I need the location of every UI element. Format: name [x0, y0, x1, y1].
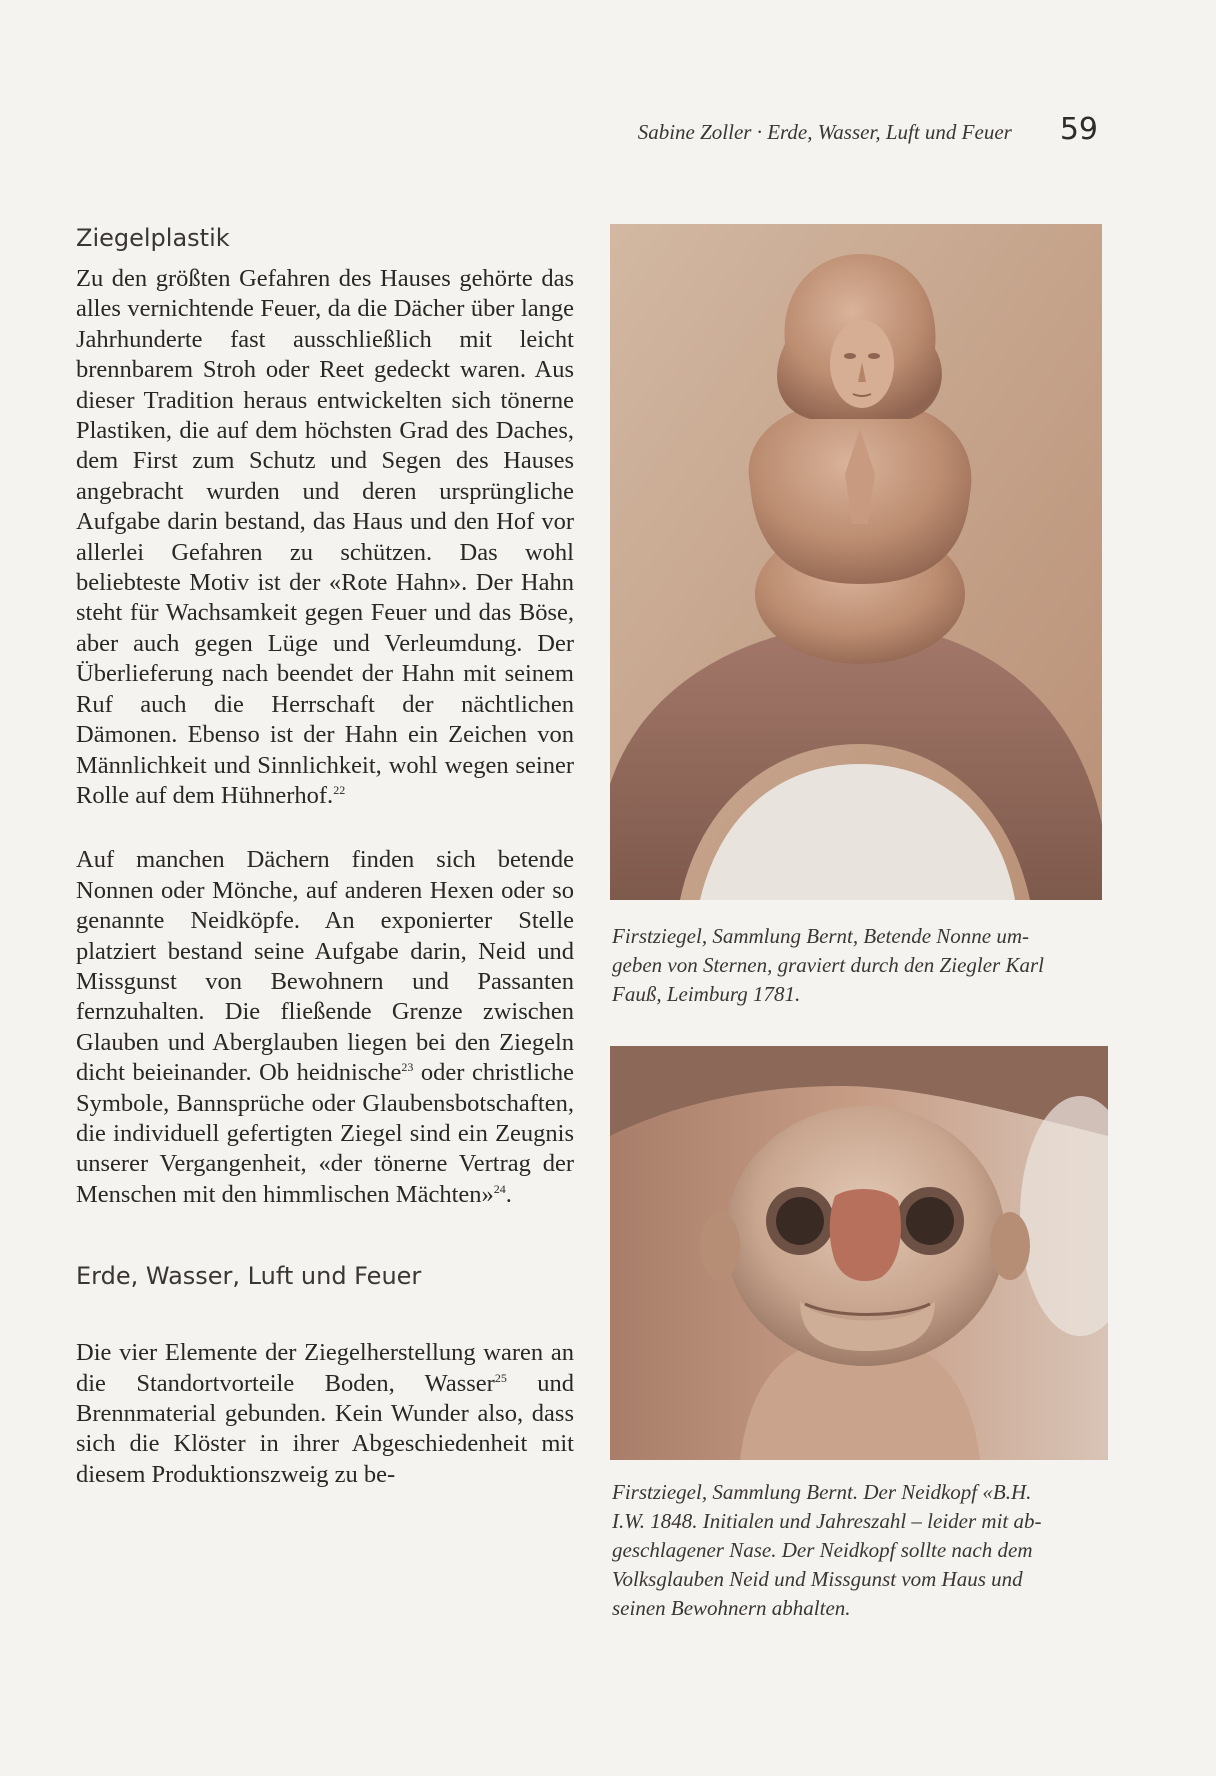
caption-line: geschlagener Nase. Der Neidkopf sollte nach dem — [612, 1538, 1033, 1562]
caption-praying-nun — [612, 922, 1108, 1009]
footnote-marker: 22 — [333, 782, 346, 797]
paragraph-text: und Brennmaterial gebunden. Kein Wunder also, dass sich die Klöster in ihrer Abgeschiedenheit mit diesem Produktionszweig zu be- — [76, 1369, 574, 1488]
photo-praying-nun — [610, 224, 1102, 900]
paragraph-text: Die vier Elemente der Ziegelherstellung waren an die Standortvorteile Boden, Wasser — [76, 1339, 574, 1397]
paragraph-text: Auf manchen Dächern finden sich betende Nonnen oder Mönche, auf anderen Hexen oder so genannte Neidköpfe. An exponierter Stelle platziert bestand seine Aufgabe darin, Neid und Missgunst von Bewohnern und Passanten fernzuhalten. Die fließende Grenze zwischen Glauben und Aberglauben liegen bei den Ziegeln dicht beieinander. Ob heidnische — [76, 846, 574, 1087]
paragraph-text: oder christliche Symbole, Bannsprüche oder Glaubensbotschaften, die individuell gefertigten Ziegel sind ein Zeugnis unserer Vergangenheit, «der tönerne Vertrag der Menschen mit den himmlischen Mächten» — [76, 1059, 575, 1208]
paragraph-four-elements — [76, 1338, 574, 1490]
footnote-marker: 24 — [493, 1181, 506, 1196]
paragraph-neidkoepfe — [76, 845, 574, 1210]
caption-line: geben von Sternen, graviert durch den Ziegler Karl — [612, 953, 1044, 977]
caption-line: Volksglauben Neid und Missgunst vom Haus und — [612, 1567, 1023, 1591]
page-header — [638, 112, 1098, 147]
photo-neidkopf — [610, 1046, 1108, 1460]
paragraph-fire-danger — [76, 264, 574, 811]
page-number: 59 — [1059, 112, 1098, 147]
paragraph-text: . — [505, 1180, 512, 1208]
footnote-marker: 23 — [401, 1060, 414, 1074]
caption-line: seinen Bewohnern abhalten. — [612, 1596, 851, 1620]
caption-line: I.W. 1848. Initialen und Jahreszahl – leider mit ab- — [612, 1509, 1042, 1533]
caption-line: Firstziegel, Sammlung Bernt, Betende Nonne um- — [612, 924, 1030, 948]
footnote-marker: 25 — [494, 1370, 507, 1385]
caption-line: Fauß, Leimburg 1781. — [612, 982, 801, 1006]
neidkopf-sculpture-image — [610, 1046, 1108, 1460]
paragraph-text: Zu den größten Gefahren des Hauses gehörte das alles vernichtende Feuer, da die Dächer über lange Jahrhunderte fast ausschließlich mit leicht brennbarem Stroh oder Reet gedeckt waren. Aus dieser Tradition heraus entwickelten sich tönerne Plastiken, die auf dem höchsten Grad des Daches, dem First zum Schutz und Segen des Hauses angebracht wurden und deren ursprüngliche Aufgabe darin bestand, das Haus und den Hof vor allerlei Gefahren zu schützen. Das wohl beliebteste Motiv ist der «Rote Hahn». Der Hahn steht für Wachsamkeit gegen Feuer und das Böse, aber auch gegen Lüge und Verleumdung. Der Überlieferung nach beendet der Hahn mit seinem Ruf auch die Herrschaft der nächtlichen Dämonen. Ebenso ist der Hahn ein Zeichen von Männlichkeit und Sinnlichkeit, wohl wegen seiner Rolle auf dem Hühnerhof. — [76, 265, 574, 809]
caption-line: Firstziegel, Sammlung Bernt. Der Neidkopf «B.H. — [612, 1480, 1032, 1504]
main-text-column — [76, 224, 574, 1490]
section-heading-ziegelplastik: Ziegelplastik — [76, 224, 230, 252]
nun-sculpture-image — [610, 224, 1102, 900]
running-head: Sabine Zoller · Erde, Wasser, Luft und Feuer — [637, 120, 1012, 144]
caption-neidkopf — [612, 1478, 1108, 1623]
section-heading-elements: Erde, Wasser, Luft und Feuer — [76, 1262, 422, 1291]
